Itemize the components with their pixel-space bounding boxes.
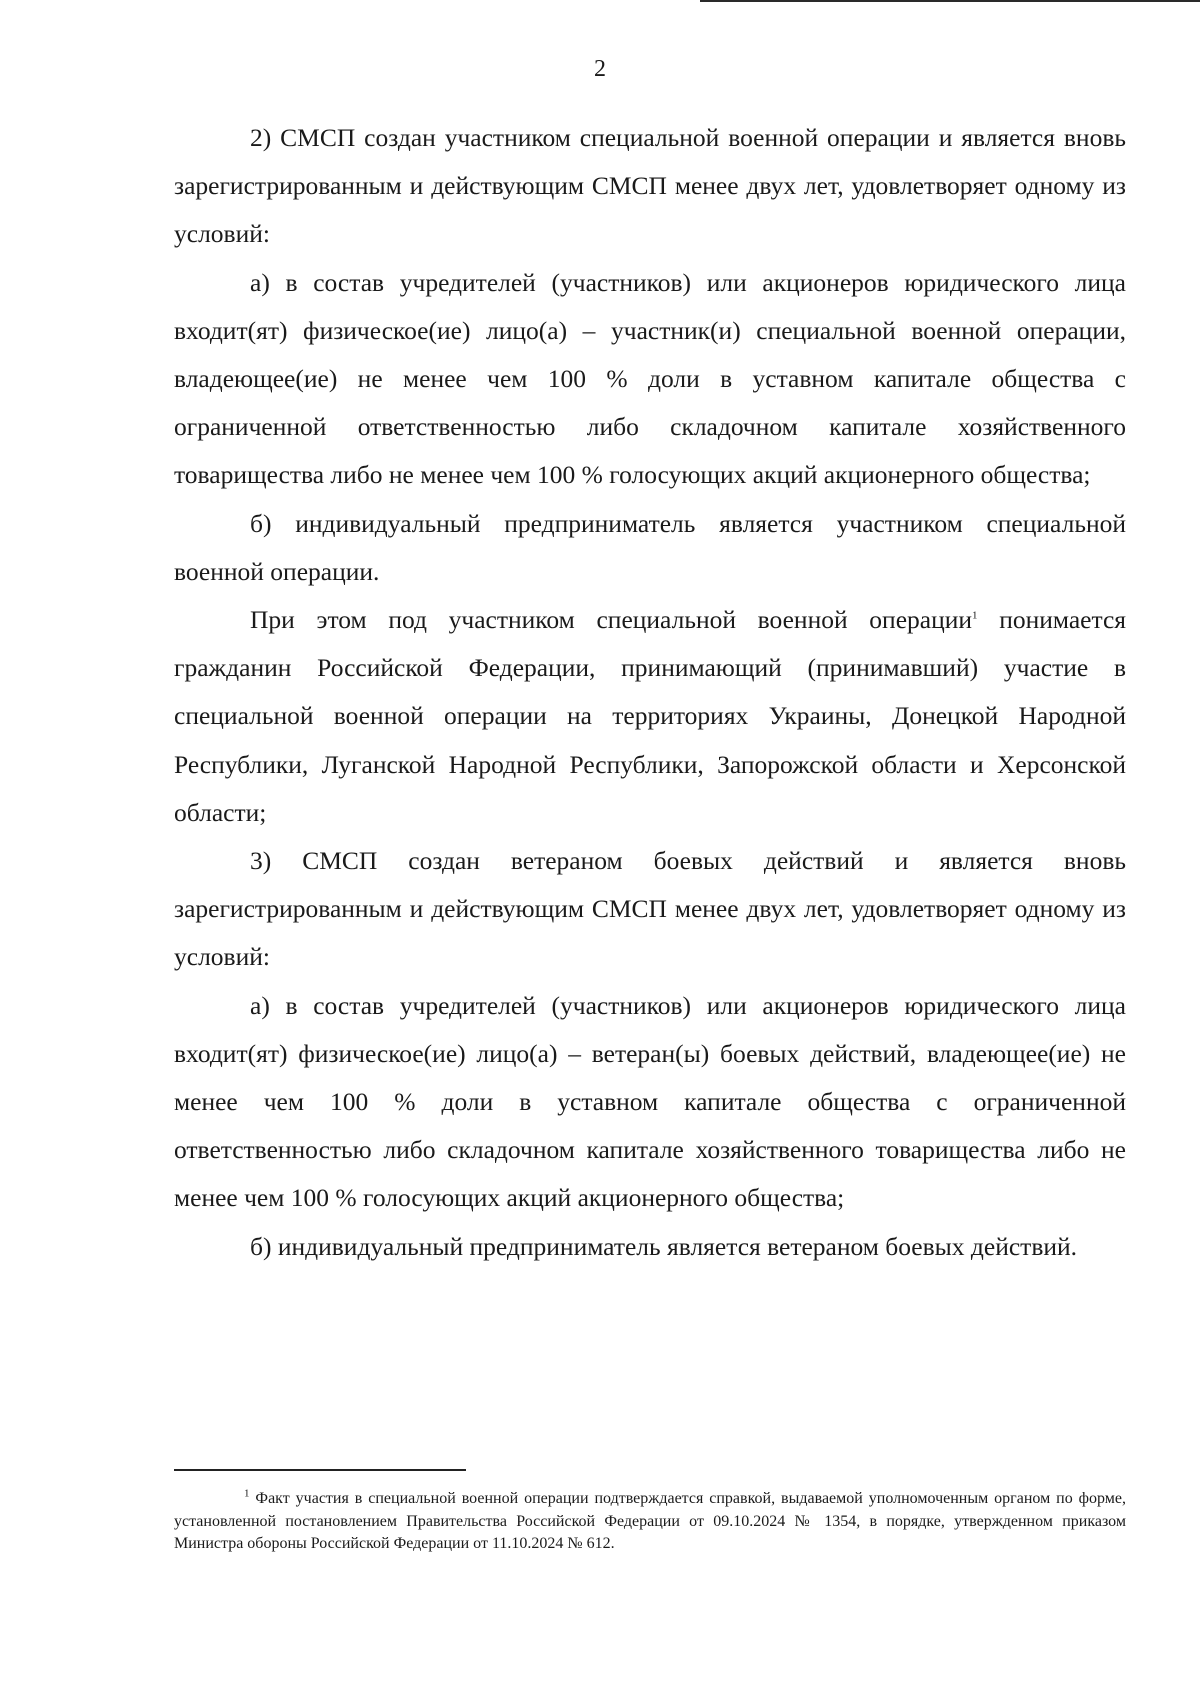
paragraph-3b: б) индивидуальный предприниматель является ветераном боевых действий. bbox=[250, 1231, 1078, 1261]
definition-text-start: При этом под участником специальной военной операции bbox=[250, 605, 973, 635]
top-edge-line bbox=[700, 0, 1200, 2]
definition-text-end: понимается гражданин Российской Федерации, принимающий (принимавший) участие в специальной военной операции на территориях Украины, Донецкой Народной Республики, Луганской Народной Республики, Запорожской области и Херсонской области; bbox=[174, 605, 1126, 827]
footnote-marker: 1 bbox=[244, 1487, 250, 1500]
paragraph-3a: а) в состав учредителей (участников) или акционеров юридического лица входит(ят) физическое(ие) лицо(а) – ветеран(ы) боевых действий, владеющее(ие) не менее чем 100 % доли в уставном капитале общества с ограниченной ответственностью либо складочном капитале хозяйственного товарищества либо не менее чем 100 % голосующих акций акционерного общества; bbox=[174, 990, 1126, 1213]
paragraph-2a: а) в состав учредителей (участников) или акционеров юридического лица входит(ят) физическое(ие) лицо(а) – участник(и) специальной военной операции, владеющее(ие) не менее чем 100 % доли в уставном капитале общества с ограниченной ответственностью либо складочном капитале хозяйственного товарищества либо не менее чем 100 % голосующих акций акционерного общества; bbox=[174, 267, 1126, 490]
paragraph-3: 3) СМСП создан ветераном боевых действий и является вновь зарегистрированным и действующим СМСП менее двух лет, удовлетворяет одному из условий: bbox=[174, 846, 1126, 972]
document-body bbox=[174, 114, 1126, 1271]
footnote bbox=[174, 1488, 1126, 1556]
footnote-separator bbox=[174, 1469, 466, 1471]
paragraph-2: 2) СМСП создан участником специальной военной операции и является вновь зарегистрированным и действующим СМСП менее двух лет, удовлетворяет одному из условий: bbox=[174, 123, 1126, 249]
page-number: 2 bbox=[594, 56, 606, 82]
paragraph-2b: б) индивидуальный предприниматель является участником специальной военной операции. bbox=[174, 508, 1126, 586]
footnote-reference: 1 bbox=[972, 609, 978, 622]
paragraph-definition bbox=[174, 596, 1126, 837]
footnote-text: Факт участия в специальной военной операции подтверждается справкой, выдаваемой уполномоченным органом по форме, установленной постановлением Правительства Российской Федерации от 09.10.2024 № 1354, в порядке, утвержденном приказом Министра обороны Российской Федерации от 11.10.2024 № 612. bbox=[174, 1490, 1126, 1552]
